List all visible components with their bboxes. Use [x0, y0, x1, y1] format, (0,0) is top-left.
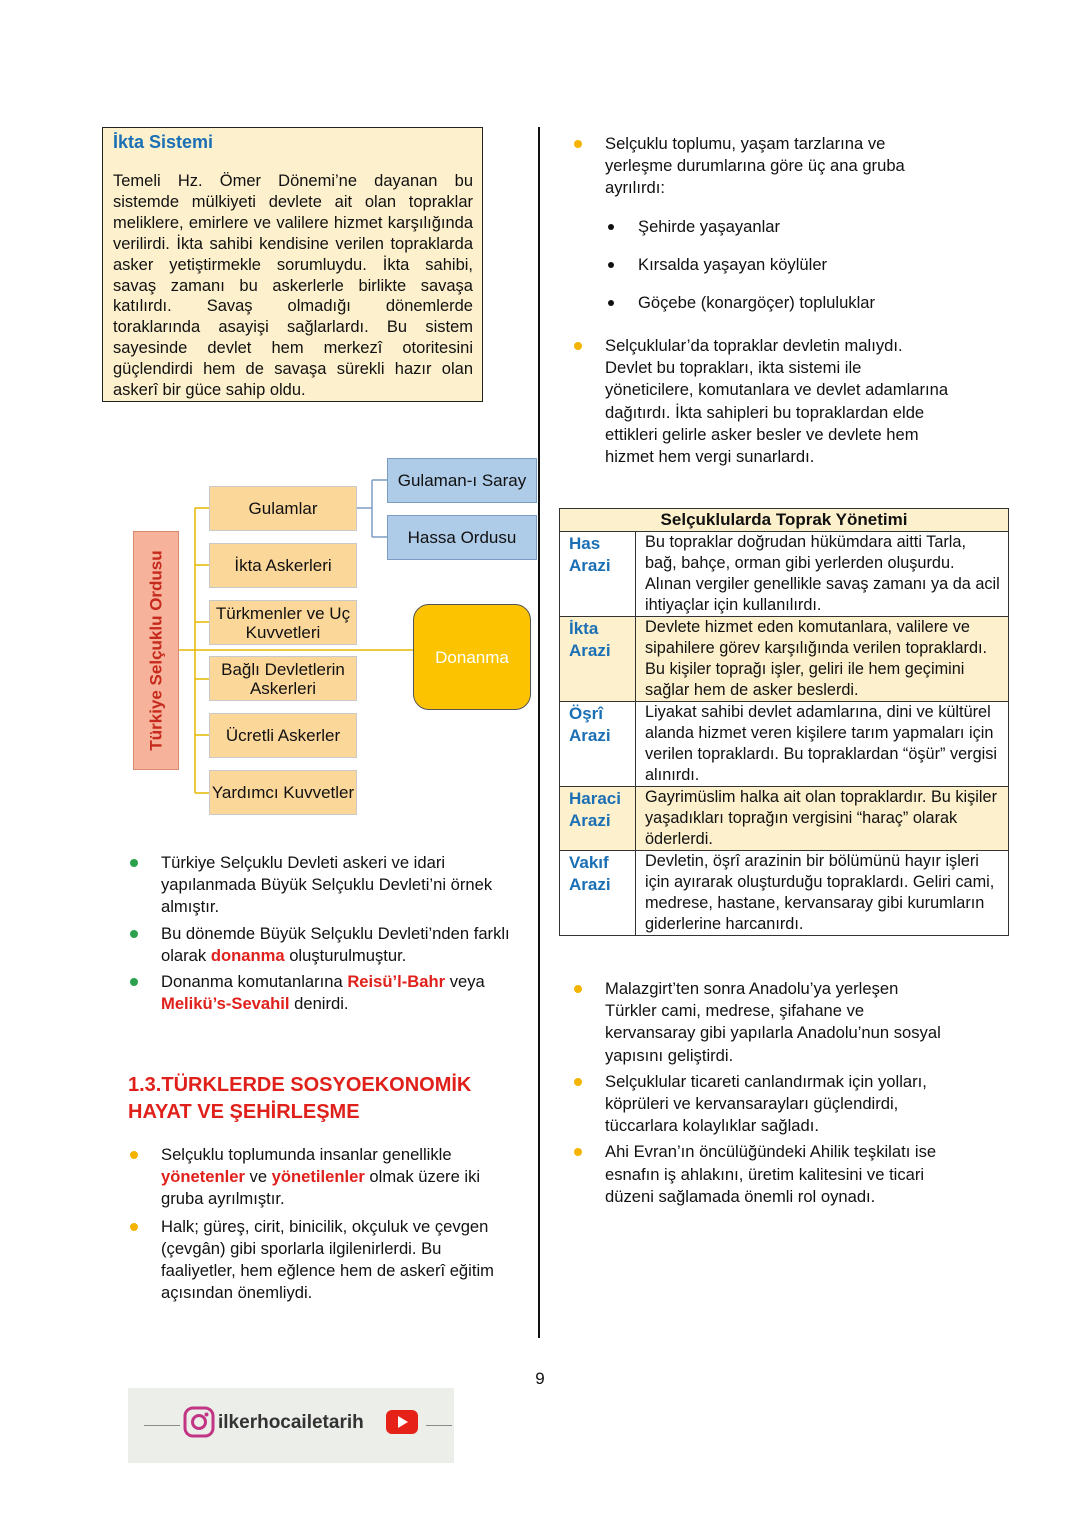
army-facts-list [128, 852, 513, 1015]
army-unit-node: Türkmenler ve Uç Kuvvetleri [209, 600, 357, 645]
text-run: veya [445, 972, 485, 992]
society-groups-list [605, 216, 945, 315]
list-item: Kırsalda yaşayan köylüler [605, 254, 945, 276]
text-run: olmak üzere iki gruba ayrılmıştır. [161, 1167, 481, 1209]
list-item: Selçuklular’da topraklar devletin malıydı. Devlet bu toprakları, ikta sistemi ile yöneticilere, komutanlara ve devlet adamlarına dağıtırdı. İkta sahipleri bu topraklardan elde ettikleri gelirle asker besler ve devlete hem hizmet hem vergi sunarlardı. [572, 335, 952, 468]
text-run: Türkiye Selçuklu Devleti askeri ve idari yapılanmada Büyük Selçuklu Devleti’ni örnek almıştır. [161, 853, 493, 917]
land-type-cell: Has Arazi [560, 532, 636, 617]
list-item [128, 1216, 513, 1305]
table-row [560, 851, 1009, 936]
page-number: 9 [535, 1369, 545, 1388]
army-unit-node: İkta Askerleri [209, 543, 357, 588]
ikta-box-title: İkta Sistemi [113, 132, 214, 152]
text-run: ve [244, 1167, 272, 1187]
youtube-icon [386, 1410, 418, 1434]
highlighted-term: Reisü’l-Bahr [347, 972, 446, 992]
land-type-cell: Öşrî Arazi [560, 702, 636, 787]
army-root-label: Türkiye Selçuklu Ordusu [146, 550, 166, 751]
table-row [560, 702, 1009, 787]
land-administration-table [559, 508, 1009, 936]
gulam-subunit-node: Gulaman-ı Saray [387, 458, 537, 503]
gulam-subunit-node: Hassa Ordusu [387, 515, 537, 560]
army-unit-node: Gulamlar [209, 486, 357, 531]
land-ownership-list [572, 335, 952, 468]
trade-facts-list [572, 978, 952, 1208]
list-item [128, 923, 513, 967]
text-run: denirdi. [289, 994, 349, 1014]
section-title: 1.3.TÜRKLERDE SOSYOEKONOMİK HAYAT VE ŞEHİRLEŞME [128, 1074, 472, 1123]
army-root-node [133, 531, 179, 770]
land-description-cell: Devlete hizmet eden komutanlara, valilere ve sipahilere görev karşılığında verilen topraklardı. Bu kişiler toprağı işler, geliri ile hem geçimini sağlar hem de asker beslerdi. [636, 617, 1009, 702]
table-row [560, 617, 1009, 702]
list-item [128, 1144, 513, 1211]
list-item: Şehirde yaşayanlar [605, 216, 945, 238]
text-run: Bu dönemde Büyük Selçuklu Devleti’nden farklı olarak [161, 923, 510, 965]
table-title: Selçuklularda Toprak Yönetimi [560, 509, 1009, 532]
text-run: Selçuklu toplumunda insanlar genellikle [161, 1145, 452, 1164]
list-item: Malazgirt’ten sonra Anadolu’ya yerleşen Türkler cami, medrese, şifahane ve kervansaray gibi yapılarla Anadolu’nun sosyal yapısını geliştirdi. [572, 978, 952, 1067]
text-run: Donanma komutanlarına [161, 972, 348, 992]
navy-node: Donanma [413, 604, 531, 710]
social-handle: ilkerhocailetarih [218, 1412, 364, 1433]
table-row [560, 787, 1009, 851]
list-item [128, 971, 513, 1015]
highlighted-term: yönetenler [161, 1167, 245, 1187]
army-unit-node: Ücretli Askerler [209, 713, 357, 758]
land-description-cell: Devletin, öşrî arazinin bir bölümünü hayır işleri için ayırarak oluşturduğu topraklardı. Geliri cami, medrese, hastane, kervansaray gibi kurumların giderlerine harcanırdı. [636, 851, 1009, 936]
list-item: Göçebe (konargöçer) topluluklar [605, 292, 945, 314]
column-divider [538, 127, 540, 1338]
text-run: oluşturulmuştur. [284, 945, 407, 965]
highlighted-term: yönetilenler [271, 1167, 365, 1187]
land-type-cell: İkta Arazi [560, 617, 636, 702]
army-unit-node: Bağlı Devletlerin Askerleri [209, 656, 357, 701]
text-run: Halk; güreş, cirit, binicilik, okçuluk ve çevgen (çevgân) gibi sporlarla ilgilenirlerdi. Bu faaliyetler, hem eğlence hem de askerî eğitim açısından önemliydi. [161, 1216, 494, 1303]
footer-banner [128, 1388, 454, 1463]
table-row [560, 532, 1009, 617]
society-groups-intro-list [572, 133, 952, 200]
highlighted-term: Melikü’s-Sevahil [161, 994, 290, 1014]
ikta-box-text: Temeli Hz. Ömer Dönemi’ne dayanan bu sistemde mülkiyeti devlete ait olan topraklar meliklere, emirlere ve valilere hizmet karşılığında verilirdi. İkta sahibi kendisine verilen topraklarda asker yetiştirmekle sorumluydu. İkta sahibi, savaş zamanı bu askerlerle birlikte savaşa katılırdı. Savaş olmadığı dönemlerde toraklarında asayişi sağlarlardı. Bu sistem sayesinde devlet hem merkezî otoritesini güçlendirdi hem de savaşa sürekli hazır olan askerî bir güce sahip oldu. [113, 172, 473, 400]
list-item [128, 852, 513, 919]
instagram-icon [183, 1406, 215, 1438]
land-description-cell: Bu topraklar doğrudan hükümdara aitti Tarla, bağ, bahçe, orman gibi yerlerden oluşurdu. Alınan vergiler genellikle savaş zamanı ya da acil ihtiyaçlar için kullanılırdı. [636, 532, 1009, 617]
army-unit-node: Yardımcı Kuvvetler [209, 770, 357, 815]
list-item: Ahi Evran’ın öncülüğündeki Ahilik teşkilatı ise esnafın iş ahlakını, üretim kalitesini ve ticari düzeni sağlamada önemli rol oynadı. [572, 1141, 952, 1208]
list-item: Selçuklu toplumu, yaşam tarzlarına ve yerleşme durumlarına göre üç ana gruba ayrılırdı: [572, 133, 952, 200]
land-description-cell: Liyakat sahibi devlet adamlarına, dini ve kültürel alanda hizmet veren kişilere tarım yapmaları için verilen topraklardı. Bu topraklardan “öşür” vergisi alınırdı. [636, 702, 1009, 787]
social-facts-list [128, 1144, 513, 1304]
land-type-cell: Vakıf Arazi [560, 851, 636, 936]
land-type-cell: Haraci Arazi [560, 787, 636, 851]
land-description-cell: Gayrimüslim halka ait olan topraklardır. Bu kişiler yaşadıkları toprağın vergisini “haraç” olarak öderlerdi. [636, 787, 1009, 851]
highlighted-term: donanma [210, 945, 285, 965]
list-item: Selçuklular ticareti canlandırmak için yolları, köprüleri ve kervansarayları güçlendirdi, tüccarlara kolaylıklar sağladı. [572, 1071, 952, 1138]
